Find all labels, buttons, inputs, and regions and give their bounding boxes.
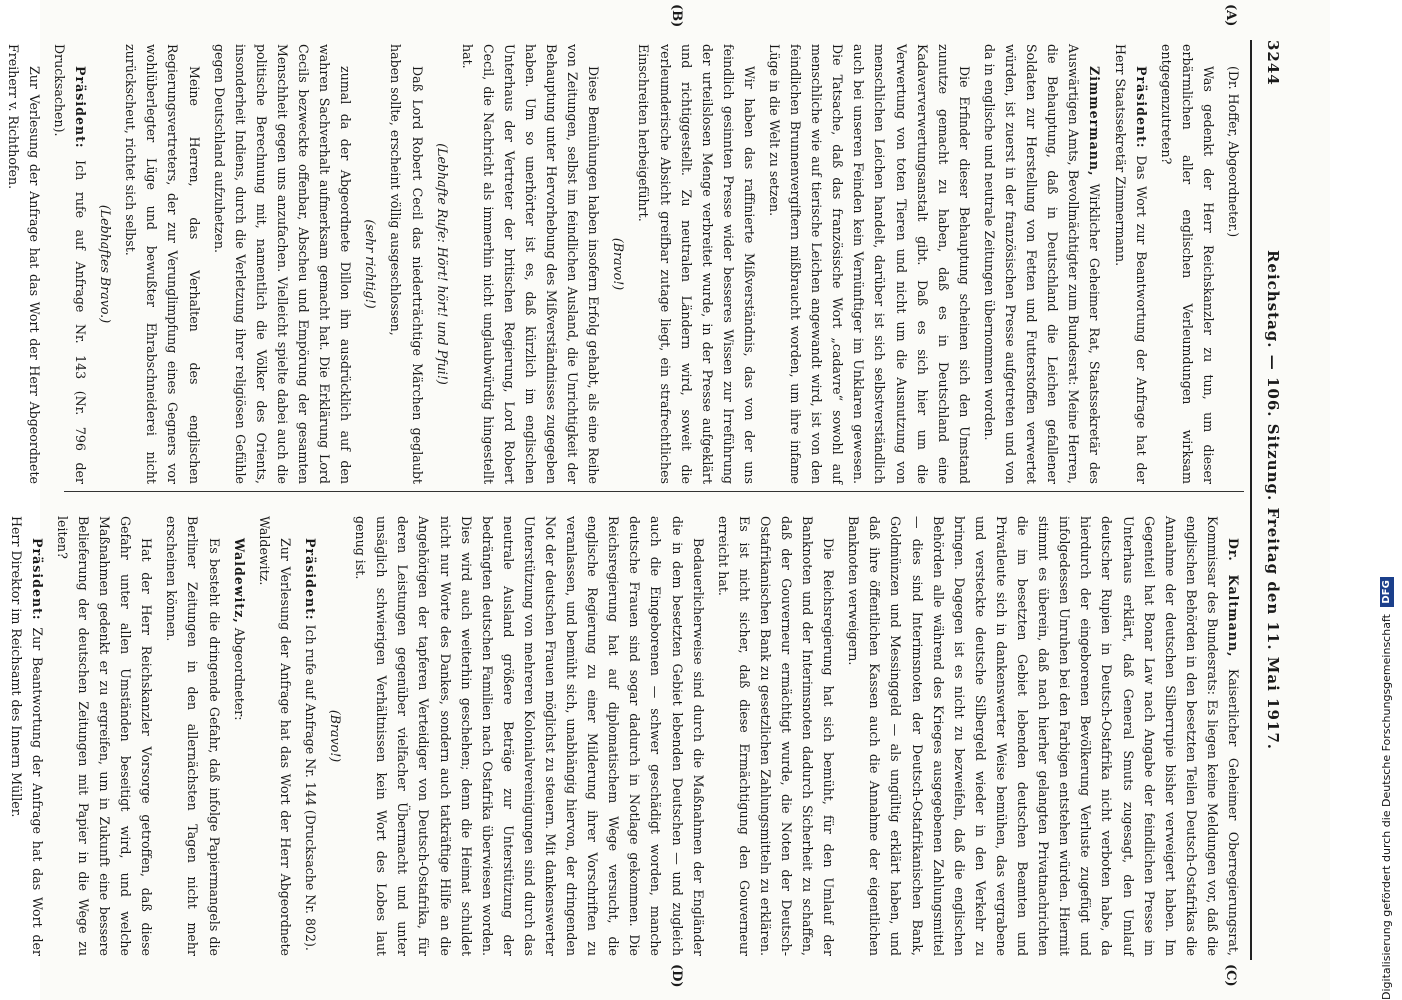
page-header — [1254, 40, 1282, 960]
speech-text: Wirklicher Geheimer Rat, Staatssekretär des Auswärtigen Amts, Bevollmächtigter zum Bundesrat: Meine Herren, die Behauptung, daß in Deutschland die Leichen gefallener Soldaten zur Herstellung von Fetten und Futterstoffen verwertet würden, ist zuerst in der französischen Presse aufgetreten und von da in englische und neutrale Zeitungen übernommen worden. — [981, 44, 1103, 484]
left-text-column — [5, 44, 1244, 484]
stage-direction: (sehr richtig!) — [363, 219, 379, 309]
margin-marker-b: (B) — [669, 4, 684, 28]
speech-paragraph — [6, 516, 48, 956]
margin-marker-d: (D) — [669, 964, 684, 988]
speech-paragraph — [979, 44, 1106, 484]
paragraph: Wir haben das raffinierte Mißverständnis, das von der uns feindlich gesinnten Presse wider besseres Wissen zur Irreführung der urteilslosen Menge verbreitet wurde, in der Presse aufgeklärt und richtiggestellt. Zu neutralen Ländern wird, soweit die verleumderische Absicht greifbar zutage liegt, ein strafrechtliches Einschreiten herbeigeführt. — [636, 44, 757, 484]
running-title: Reichstag. — 106. Sitzung. Freitag den 11. Mai 1917. — [1264, 249, 1282, 751]
paragraph: Zur Verlesung der Anfrage hat das Wort der Herr Abgeordnete Waldewitz. — [256, 516, 293, 956]
speaker-name: Präsident: — [73, 66, 89, 149]
margin-marker-a: (A) — [1223, 4, 1238, 27]
paragraph: Es besteht die dringende Gefahr, daß infolge Papiermangels die Berliner Zeitungen in den allernächsten Tagen nicht mehr erscheinen können. — [164, 516, 222, 956]
speaker-name: Präsident: — [302, 538, 318, 621]
speech-paragraph — [229, 516, 250, 956]
speaker-name: Waldewitz, — [231, 538, 247, 624]
paragraph: Daß Lord Robert Cecil das niederträchtige Märchen geglaubt haben sollte, erscheint völlig ausgeschlossen, — [388, 44, 425, 484]
page-number: 3244 — [1264, 40, 1282, 86]
speech-paragraph — [300, 516, 321, 956]
paragraph: Bedauerlicherweise sind durch die Maßnahmen der Engländer die in dem besetzten Gebiet lebenden Deutschen — und zugleich auch die Eingeborenen — schwer geschädigt worden, manche deutsche Frauen sind sogar dadurch in Notlage gekommen. Die Reichsregierung hat auf diplomatischem Wege versucht, die englische Regierung zu einer Milderung ihrer Vorschriften zu veranlassen, und bemüht sich, unabhängig hiervon, der dringenden Not der deutschen Frauen möglichst zu steuern. Mit dankenswerter Unterstützung von mehreren Kolonialvereinigungen sind durch das neutrale Ausland größere Beträge zur Unterstützung der bedrängten deutschen Familien nach Ostafrika überwiesen worden. Dies wird auch weiterhin geschehen; denn die Heimat schuldet nicht nur Worte des Dankes, sondern auch tatkräftige Hilfe an die Angehörigen der tapferen Verteidiger von Deutsch-Ostafrika, für deren Leistungen gegenüber vielfacher Übermacht und unter unsäglich schwierigen Verhältnissen kein Wort des Lobes laut genug ist. — [353, 516, 706, 956]
speech-text: Das Wort zur Beantwortung der Anfrage hat der Herr Staatssekretär Zimmermann. — [1112, 44, 1149, 484]
stage-direction: (Lebhaftes Bravo.) — [98, 204, 114, 324]
speech-paragraph — [49, 44, 91, 484]
speech-paragraph — [843, 516, 1244, 956]
header-rule — [1250, 40, 1252, 960]
paragraph: Zur Verlesung der Anfrage hat das Wort der Herr Abgeordnete Freiherr v. Richthofen. — [5, 44, 42, 484]
column-divider — [64, 491, 1244, 492]
credit-text: Digitalisierung gefördert durch die Deutsche Forschungsgemeinschaft — [1380, 614, 1393, 1000]
speech-text: Ich rufe auf Anfrage Nr. 144 (Drucksache Nr. 802). — [302, 624, 318, 951]
text-line: (Dr. Hoffer, Abgeordneter.) — [1226, 66, 1241, 238]
paragraph: Meine Herren, das Verhalten des englischen Regierungsvertreters, der zur Verunglimpfung eines Gegners vor wohlüberlegter Lüge und bewußter Ehrabschneiderei nicht zurückscheut, richtet sich selbst. — [123, 44, 202, 484]
right-text-column — [8, 516, 1244, 956]
speech-text: Zur Beantwortung der Anfrage hat das Wort der Herr Direktor im Reichsamt des Innern Müller. — [8, 516, 45, 956]
speaker-name: Dr. Kaltmann, — [1226, 538, 1241, 658]
speech-text: Kaiserlicher Geheimer Oberregierungsrat, Kommissar des Bundesrats: Es liegen keine Meldungen vor, daß die englischen Behörden in den besetzten Teilen Deutsch-Ostafrikas die Annahme der deutschen Silberrupie bisher verweigert haben. Im Gegenteil hat Bonar Law nach Angabe der feindlichen Presse im Unterhaus erklärt, daß General Smuts zugesagt, den Umlauf deutscher Rupien in Deutsch-Ostafrika nicht verboten habe, da hierdurch der eingeborenen Bevölkerung Verluste zugefügt und infolgedessen Unruhen bei den Farbigen entstehen würden. Hiermit stimmt es überein, daß nach hierher gelangten Privatnachrichten die im besetzten Gebiet lebenden deutschen Beamten und Privatleute sich in dankenswerter Weise bemühen, das vergrabene und versteckte deutsche Silbergeld wieder in den Verkehr zu bringen. Dagegen ist es nicht zu bezweifeln, daß die englischen Behörden alle während des Krieges ausgegebenen Zahlungsmittel — dies sind Interimsnoten der Deutsch-Ostafrikanischen Bank, Goldmünzen und Messinggeld — als ungültig erklärt haben, und daß ihre öffentlichen Kassen auch die Annahme der eigentlichen Banknoten verweigern. — [846, 516, 1241, 956]
scanned-page — [5, 0, 1330, 1000]
dfg-logo: DFG — [1380, 577, 1394, 606]
paragraph: zumal da der Abgeordnete Dillon ihn ausdrücklich auf den wahren Sachverhalt aufmerksam gemacht hat. Die Erklärung Lord Cecils bezweckte offenbar, Abscheu und Empörung der gesamten Menschheit gegen uns anzufachen. Vielleicht spielte dabei auch die politische Berechnung mit, namentlich die Völker des Orients, insonderheit Indiens, durch die Verletzung ihrer religiösen Gefühle gegen Deutschland aufzuhetzen. — [211, 44, 354, 484]
margin-marker-c: (C) — [1223, 964, 1238, 987]
paragraph: Hat der Herr Reichskanzler Vorsorge getroffen, daß diese Gefahr unter allen Umständen beseitigt wird, und welche Maßnahmen gedenkt er zu ergreifen, um in Zukunft eine bessere Belieferung der deutschen Zeitungen mit Papier in die Wege zu leiten? — [54, 516, 155, 956]
speech-text: Ich rufe auf Anfrage Nr. 143 (Nr. 796 der Drucksachen). — [52, 44, 89, 484]
speaker-name: Zimmermann, — [1087, 66, 1103, 177]
speech-paragraph — [0, 516, 2, 956]
digitization-credit — [1348, 0, 1393, 1000]
paragraph: Diese Bemühungen haben insofern Erfolg gehabt, als eine Reihe von Zeitungen, selbst im feindlichen Ausland, die Unrichtigkeit der Behauptung unter Hervorhebung des Mißverständnisses zugegeben haben. Um so unerhörter ist es, daß kürzlich im englischen Unterhaus der Vertreter der britischen Regierung, Lord Robert Cecil, die Nachricht als immerhin nicht unglaubwürdig hingestellt hat. — [459, 44, 602, 484]
speaker-name: Präsident: — [1133, 66, 1149, 149]
speech-paragraph — [1109, 44, 1151, 484]
stage-direction: (Bravo!) — [611, 237, 627, 291]
stage-direction: (Bravo!) — [328, 709, 344, 763]
speaker-name: Präsident: — [29, 538, 45, 621]
paragraph: Die Reichsregierung hat sich bemüht, für den Umlauf der Banknoten und der Interimsnoten dadurch Sicherheit zu schaffen, daß der Gouverneur ermächtigt wurde, die Noten der Deutsch-Ostafrikanischen Bank zu gesetzlichen Zahlungsmitteln zu erklären. Es ist nicht sicher, daß diese Ermächtigung den Gouverneur erreicht hat. — [715, 516, 837, 956]
speech-text: Abgeordneter: — [231, 627, 247, 721]
paragraph: Die Erfinder dieser Behauptung scheinen sich den Umstand zunutze gemacht zu haben, daß es in Deutschland eine Kadaververwertungsanstalt gibt. Daß es sich hier um die Verwertung von toten Tieren und nicht um die Ausnutzung von menschlichen Leichen handelt, darüber ist sich selbstverständlich auch bei unseren Feinden kein Vernünftiger im Unklaren gewesen. Die Tatsache, daß das französische Wort „cadavre“ sowohl auf menschliche wie auf tierische Leichen angewandt wird, ist von den feindlichen Brunnenvergiftern mißbraucht worden, um ihre infame Lüge in die Welt zu setzen. — [767, 44, 972, 484]
paragraph: Was gedenkt der Herr Reichskanzler zu tun, um dieser erbärmlichen aller englischen Verleumdungen wirksam entgegenzutreten? — [1158, 44, 1216, 484]
stage-direction: (Lebhafte Rufe: Hört! hört! und Pfui!) — [434, 143, 450, 385]
